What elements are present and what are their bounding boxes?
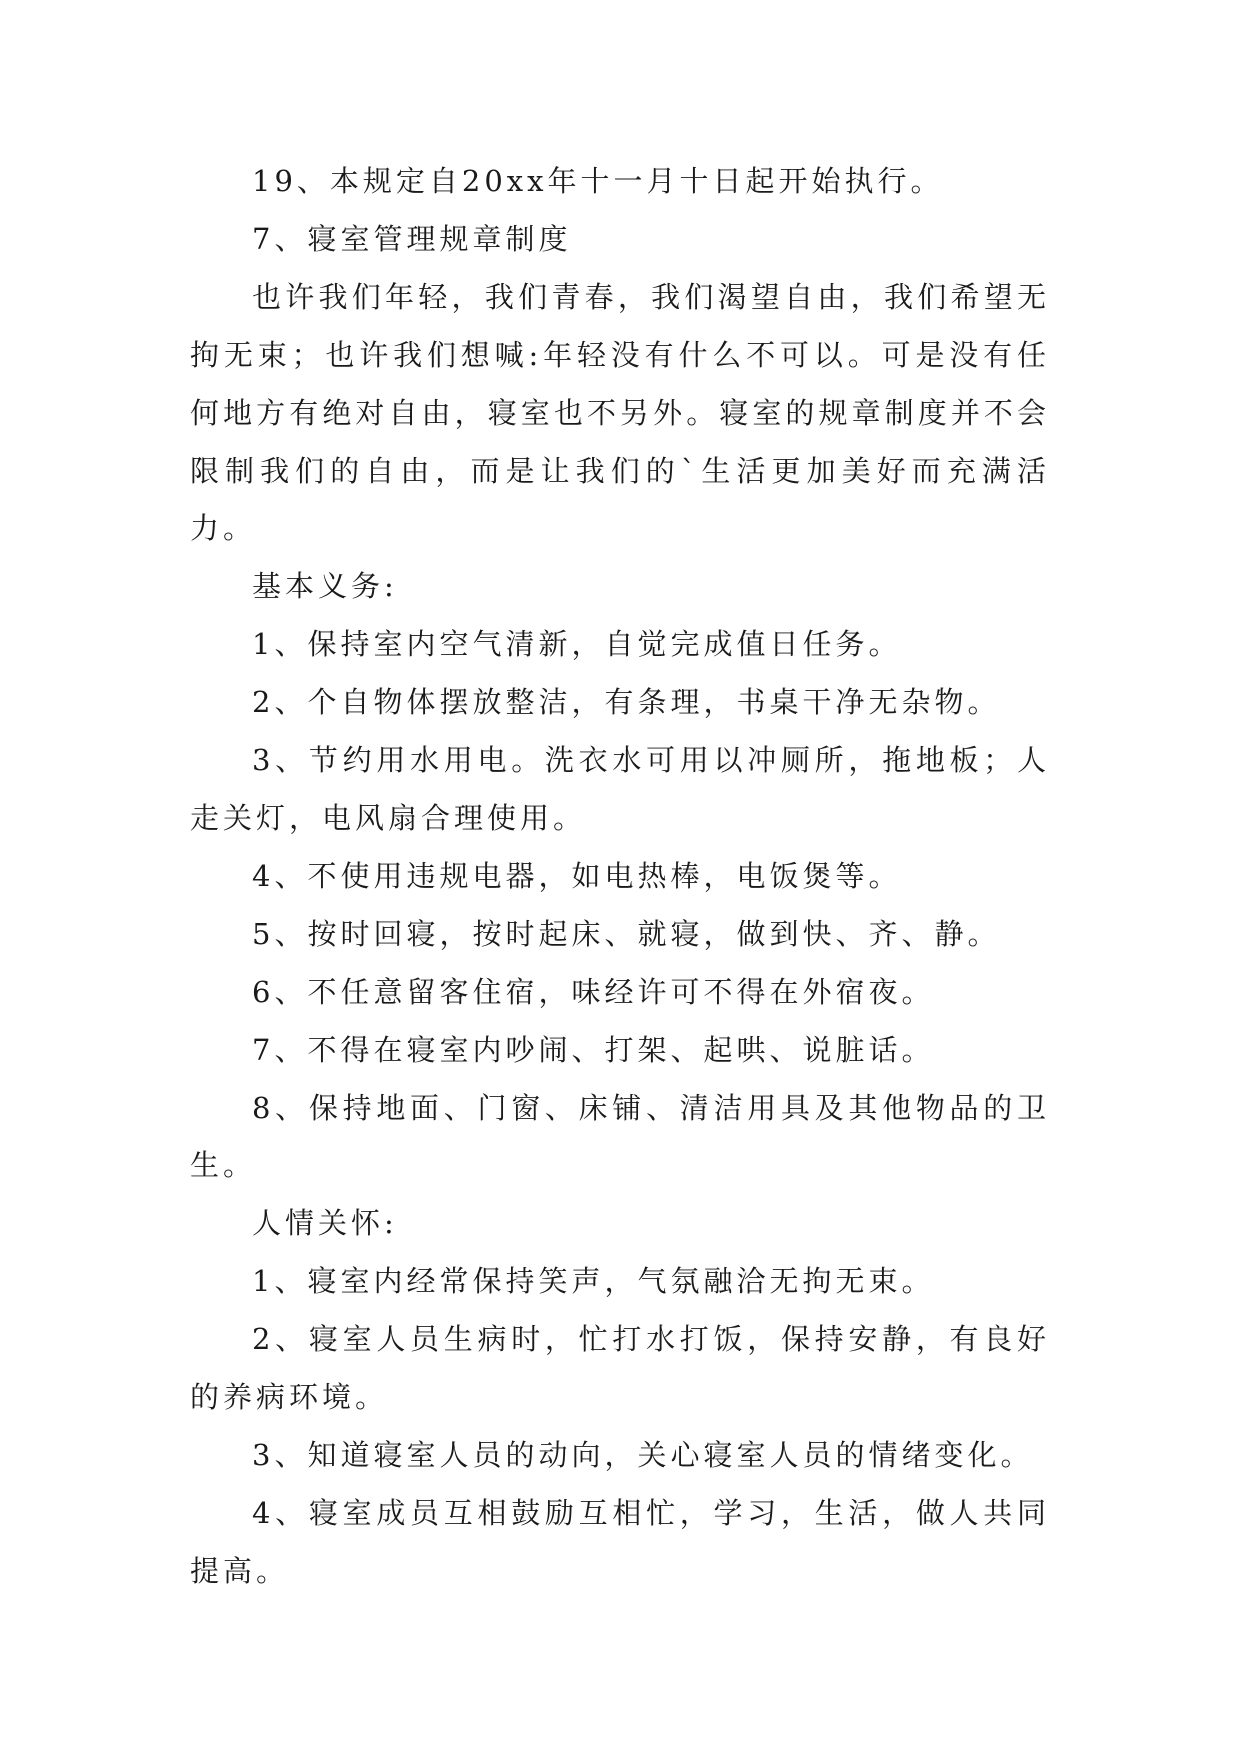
duty-item-6: 6、不任意留客住宿，味经许可不得在外宿夜。 <box>252 974 935 1009</box>
section-heading-dorm-rules: 7、寝室管理规章制度 <box>252 221 572 256</box>
duty-item-2: 2、个自物体摆放整洁，有条理，书桌干净无杂物。 <box>252 685 1001 720</box>
duty-item-7: 7、不得在寝室内吵闹、打架、起哄、说脏话。 <box>252 1032 935 1067</box>
paragraph-intro: 也许我们年轻，我们青春，我们渴望自由，我们希望无拘无束；也许我们想喊:年轻没有什么不可以。可是没有任何地方有绝对自由，寝室也不另外。寝室的规章制度并不会限制我们的自由，而是让我们的`生活更加美好而充满活力。 <box>190 279 1050 546</box>
paragraph-rule-19: 19、本规定自20xx年十一月十日起开始执行。 <box>252 164 944 198</box>
care-item-4: 4、寝室成员互相鼓励互相忙，学习，生活，做人共同提高。 <box>190 1495 1050 1588</box>
care-item-3: 3、知道寝室人员的动向，关心寝室人员的情绪变化。 <box>252 1437 1034 1472</box>
care-item-1: 1、寝室内经常保持笑声，气氛融洽无拘无束。 <box>252 1264 935 1299</box>
subheading-basic-duties: 基本义务: <box>252 569 398 604</box>
duty-item-8: 8、保持地面、门窗、床铺、清洁用具及其他物品的卫生。 <box>190 1090 1050 1183</box>
care-item-2: 2、寝室人员生病时，忙打水打饭，保持安静，有良好的养病环境。 <box>190 1322 1050 1415</box>
duty-item-3: 3、节约用水用电。洗衣水可用以冲厕所，拖地板；人走关灯，电风扇合理使用。 <box>190 743 1050 835</box>
subheading-care: 人情关怀: <box>252 1206 398 1241</box>
duty-item-4: 4、不使用违规电器，如电热棒，电饭煲等。 <box>252 858 902 893</box>
document-body <box>190 153 1050 1601</box>
duty-item-5: 5、按时回寝，按时起床、就寝，做到快、齐、静。 <box>252 916 1001 951</box>
duty-item-1: 1、保持室内空气清新，自觉完成值日任务。 <box>252 627 902 662</box>
